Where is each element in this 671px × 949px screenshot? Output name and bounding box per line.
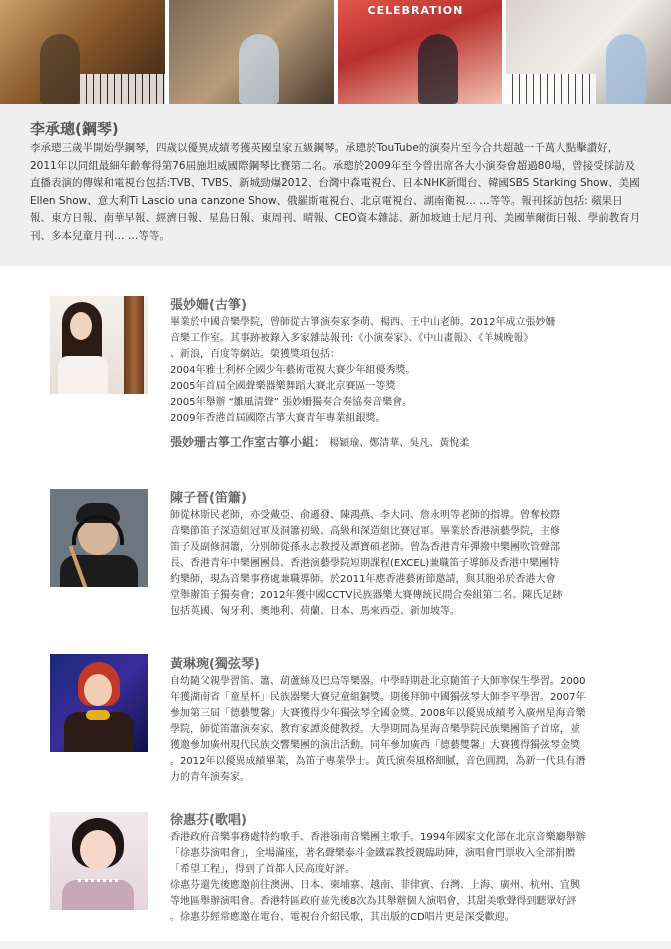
bio-line: 自幼隨父親學習笛、簫、葫蘆絲及巴烏等樂器。中學時期赴北京隨笛子大師寧保生學習。2000 xyxy=(170,676,586,687)
bio-line: 長、香港青年中樂團團員、香港演藝學院短期課程(EXCEL)兼職笛子導師及香港中樂團特 xyxy=(170,558,560,569)
celebration-banner: CELEBRATION xyxy=(367,4,464,17)
boy-figure xyxy=(606,34,646,104)
bio-line: 、新浪，百度等網站。榮獲獎項包括： xyxy=(170,349,340,360)
bio-line: 包括英國、匈牙利、奧地利、荷蘭、日本、馬來西亞、新加坡等。 xyxy=(170,606,460,617)
pearl-necklace-graphic xyxy=(78,876,118,882)
guzheng-group xyxy=(170,433,640,450)
performer-bio xyxy=(170,508,630,620)
bio-line: 參加第三屆「德藝雙馨」大賽獲得少年獨弦琴全國金獎。2008年以優異成績考入廣州星海音樂 xyxy=(170,708,586,719)
photo-stage-grand-piano xyxy=(338,0,503,104)
boy-figure xyxy=(239,34,279,104)
portrait-photo xyxy=(50,296,148,394)
bio-line: 徐惠芬還先後應邀前往澳洲、日本、柬埔寨、越南、菲律賓、台灣、上海、廣州、杭州、宜興 xyxy=(170,880,580,891)
bio-line: 2009年香港首屆國際古箏大賽青年專業組銀獎。 xyxy=(170,413,386,424)
performer-name: 陳子晉(笛簫) xyxy=(170,491,247,506)
guzheng-graphic xyxy=(124,296,144,394)
bio-line: 笛子及副修洞簫，分別師從孫永志教授及譚寶碩老師。曾為香港青年彈撥中樂團吹管聲部 xyxy=(170,542,560,553)
bio-line: 2005年首屆全國聲樂器樂舞蹈大賽北京賽區一等獎 xyxy=(170,381,396,392)
bio-line: 香港政府音樂事務處特約歌手、香港嶺南音樂團主歌手。1994年國家文化部在北京音樂廳舉辦 xyxy=(170,832,586,843)
bio-line: 音樂節笛子深造組冠軍及洞簫初級、高級和深造組比賽冠軍。畢業於香港演藝學院，主修 xyxy=(170,526,560,537)
portrait-photo xyxy=(50,812,148,910)
photo-boy-piano xyxy=(0,0,165,104)
bio-line: 「徐惠芬演唱會」，全場滿座，著名聲樂泰斗金鐵霖教授親臨助陣，演唱會門票收入全部捐贈 xyxy=(170,848,575,859)
portrait-face xyxy=(80,830,116,870)
portrait-dress xyxy=(58,356,108,394)
bio-line: 力的青年演奏家。 xyxy=(170,772,250,783)
performer-name: 黃琳琬(獨弦琴) xyxy=(170,657,260,672)
bio-line: 堂舉辦笛子獨奏會；2012年獲中國CCTV民族器樂大賽傳統民間合奏組第二名。陳氏足跡 xyxy=(170,590,563,601)
portrait-body xyxy=(62,880,134,910)
portrait-face xyxy=(84,674,112,706)
performer-bio xyxy=(170,830,630,926)
photo-boy-ukulele xyxy=(169,0,334,104)
boy-figure xyxy=(40,34,80,104)
bio-line: 師從林斯民老師，亦受戴亞、俞遜發、陳鴻燕、李大同、詹永明等老師的指導。曾奪校際 xyxy=(170,510,560,521)
group-members: 楊穎瑜、鄭清華、吳凡、黃悅柔 xyxy=(329,438,470,449)
performer-name: 張妙姍(古箏) xyxy=(170,298,247,313)
bio-line: 畢業於中國音樂學院，曾師從古箏演奏家李萌、楊西、王中山老師。2012年成立張妙姍 xyxy=(170,317,556,328)
lead-performer-name: 李承璁(鋼琴) xyxy=(30,120,119,138)
portrait-photo xyxy=(50,489,148,587)
bio-line: 學院，師從笛簫演奏家、教育家譚炎健教授。大學期間為星海音樂學院民族樂團笛子首席，並 xyxy=(170,724,580,735)
necklace-graphic xyxy=(86,710,110,720)
bio-line: 等地區舉辦演唱會。香港特區政府並先後8次為其舉辦個人演唱會，其甜美歌聲得到聽眾好評 xyxy=(170,896,577,907)
photo-strip xyxy=(0,0,671,104)
performer-name: 徐惠芬(歌唱) xyxy=(170,813,247,828)
lead-performer-bio: 李承璁三歲半開始學鋼琴，四歲以優異成績考獲英國皇家五級鋼琴。承璁於TouTube的演奏片至今合共超越一千萬人點擊讚好，2011年以同組最細年齡奪得第76屆施坦威國際鋼琴比賽第二名。承璁於2009年至今曾出席各大小演奏會超過80場，曾接受採訪及直播表演的傳媒和電視台包括:TVB、TVBS、新城勁爆2012、台灣中森電視台、日本NHK新聞台、韓國SBS Starking Show、美國Ellen Show、意大利Ti Lascio una canzone Show、俄羅斯電視台、北京電視台、湖南衛視… …等等。報刊採訪包括: 蘋果日報、東方日報、南華早報、經濟日報、星島日報、東周刊、晴報、CEO資本雜誌、新加坡迪士尼月刊、美國華爾街日報、學前教育月刊、多本兒童月刊… …等等。 xyxy=(30,142,641,242)
boy-figure xyxy=(418,34,458,104)
bio-line: 獲邀參加廣州現代民族交響樂團的演出活動。同年參加廣西「德藝雙馨」大賽獲得獨弦琴金獎 xyxy=(170,740,580,751)
bio-line: 音樂工作室。其事跡被錄入多家雜誌報刊:《小演奏家》、《中山畫報》、《羊城晚報》 xyxy=(170,333,534,344)
portrait-face xyxy=(70,312,92,340)
footer-strip xyxy=(0,941,671,949)
piano-keys-graphic xyxy=(506,74,596,104)
bio-line: 「希望工程」，得到了首都人民高度好評。 xyxy=(170,864,355,875)
performer-bio xyxy=(170,674,630,786)
bio-line: 2004年雅士利杯全國少年藝術電視大賽少年組優秀獎。 xyxy=(170,365,416,376)
bio-line: 2005年舉辦 “雛風清聲” 張妙姍獨奏合奏協奏音樂會。 xyxy=(170,397,413,408)
bio-line: 。徐惠芬經常應邀在電台、電視台介紹民歌，其出版的CD唱片更是深受歡迎。 xyxy=(170,912,515,923)
bio-line: 。2012年以優異成績畢業，為笛子專業學士。黃氏演奏風格細膩，音色圓潤，為新一代具有潛 xyxy=(170,756,586,767)
bio-line: 約樂師，現為音樂事務處兼職導師。於2011年應香港藝術節邀請，與其胞弟於香港大會 xyxy=(170,574,556,585)
portrait-photo xyxy=(50,654,148,752)
group-title: 張妙珊古箏工作室古箏小組： xyxy=(170,435,327,449)
photo-boy-keyboard xyxy=(506,0,671,104)
piano-keys-graphic xyxy=(80,74,165,104)
bio-line: 年獲湖南省「童星杯」民族器樂大賽兒童組銅獎。期後拜師中國獨弦琴大師李平學習。2007年 xyxy=(170,692,586,703)
performer-bio xyxy=(170,315,630,427)
portrait-body xyxy=(60,555,138,587)
